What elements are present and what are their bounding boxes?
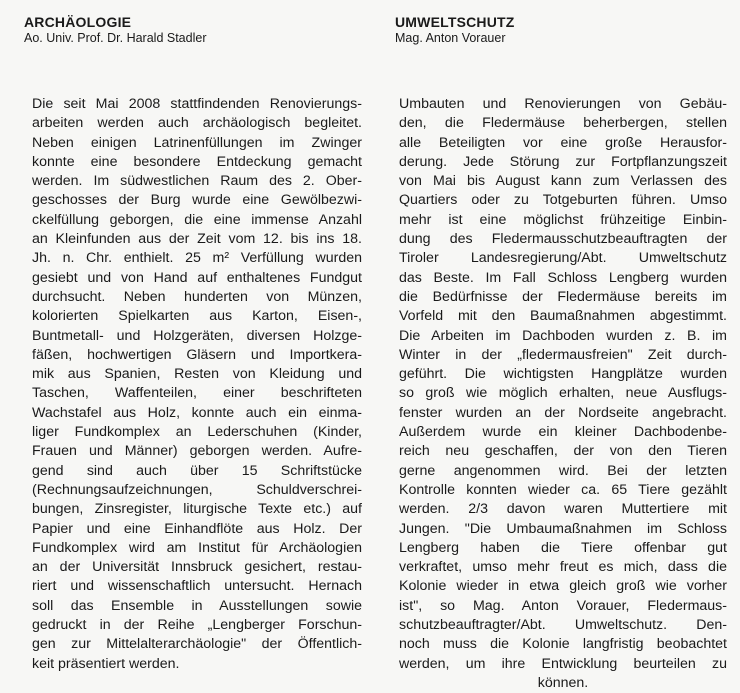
- text-line: Wachstafel aus Holz, konnte auch ein einma-: [32, 404, 362, 421]
- text-line: reich neu geschaffen, der von den Tieren: [399, 443, 727, 460]
- environment-author: Mag. Anton Vorauer: [395, 31, 506, 45]
- text-line: an Kleinfunden aus der Zeit vom 12. bis ins 18.: [32, 231, 362, 248]
- text-line: gerne angenommen wird. Bei der letzten: [399, 462, 727, 479]
- text-line: Tiroler Landesregierung/Abt. Umweltschutz: [399, 250, 727, 267]
- text-line: Neben einigen Latrinenfüllungen im Zwinger: [32, 134, 362, 151]
- text-line: Kolonie wieder in etwa gleich groß wie vorher: [399, 578, 727, 595]
- text-line: an der Universität Innsbruck gesichert, restau-: [32, 559, 362, 576]
- text-line: (Rechnungsaufzeichnungen, Schuldverschrei-: [32, 481, 362, 498]
- text-line: die Bedürfnisse der Fledermäuse bereits im: [399, 288, 727, 305]
- text-line: arbeiten werden auch archäologisch begleitet.: [32, 115, 362, 132]
- text-line: gedruckt in der Reihe „Lengberger Forschun-: [32, 617, 362, 634]
- text-line: Taschen, Waffenteilen, einer beschrifteten: [32, 385, 362, 402]
- text-line: riert und wissenschaftlich untersucht. Hernach: [32, 578, 362, 595]
- text-line: Vorfeld mit den Baumaßnahmen abgestimmt.: [399, 308, 727, 325]
- text-line: geführt. Die wichtigsten Hangplätze wurden: [399, 366, 727, 383]
- text-line: fenster wurden an der Nordseite angebracht.: [399, 404, 727, 421]
- text-line: mehr ist eine möglichst frühzeitige Einbin-: [399, 211, 727, 228]
- text-line: derung. Jede Störung zur Fortpflanzungszeit: [399, 153, 727, 170]
- text-line: dung des Fledermausschutzbeauftragten der: [399, 231, 727, 248]
- text-line: noch muss die Kolonie langfristig beobachtet: [399, 636, 727, 653]
- text-line: das Beste. Im Fall Schloss Lengberg wurden: [399, 269, 727, 286]
- text-line: ist", so Mag. Anton Vorauer, Fledermaus-: [399, 597, 727, 614]
- environment-heading: UMWELTSCHUTZ: [395, 14, 515, 30]
- text-line: Quartiers oder zu Totgeburten führen. Umso: [399, 192, 727, 209]
- text-line: gend sind auch über 15 Schriftstücke: [32, 462, 362, 479]
- text-line: verkraftet, umso mehr freut es mich, dass die: [399, 559, 727, 576]
- text-line: werden, um ihre Entwicklung beurteilen zu: [399, 655, 727, 672]
- text-line: Jungen. "Die Umbaumaßnahmen im Schloss: [399, 520, 727, 537]
- text-line: ckelfüllung geborgen, die eine immense Anzahl: [32, 211, 362, 228]
- text-line: geschosses der Burg wurde eine Gewölbezwi-: [32, 192, 362, 209]
- text-line: Die Arbeiten im Dachboden wurden z. B. im: [399, 327, 727, 344]
- text-line: Die seit Mai 2008 stattfindenden Renovierungs-: [32, 96, 362, 112]
- text-line: Buntmetall- und Holzgeräten, diversen Holzge-: [32, 327, 362, 344]
- archaeology-body: [32, 95, 362, 674]
- text-line: soll das Ensemble in Ausstellungen sowie: [32, 597, 362, 614]
- archaeology-heading: ARCHÄOLOGIE: [24, 14, 132, 30]
- text-line: durchsucht. Neben hunderten von Münzen,: [32, 288, 362, 305]
- text-line: Umbauten und Renovierungen von Gebäu-: [399, 96, 727, 112]
- text-line: werden. Im südwestlichen Raum des 2. Ober-: [32, 173, 362, 190]
- text-line: Kontrolle konnten wieder ca. 65 Tiere gezählt: [399, 481, 727, 498]
- text-line: so groß wie möglich erhalten, neue Ausflugs-: [399, 385, 727, 402]
- text-line: Lengberg haben die Tiere offenbar gut: [399, 539, 727, 556]
- text-line: liger Fundkomplex an Lederschuhen (Kinder,: [32, 424, 362, 441]
- environment-body: [399, 95, 727, 693]
- text-line: Fundkomplex wird am Institut für Archäologien: [32, 539, 362, 556]
- text-line: gen zur Mittelalterarchäologie" der Öffentlich-: [32, 636, 362, 653]
- text-line: Außerdem wurde ein kleiner Dachbodenbe-: [399, 424, 727, 441]
- archaeology-author: Ao. Univ. Prof. Dr. Harald Stadler: [24, 31, 207, 45]
- text-line: Papier und eine Einhandflöte aus Holz. Der: [32, 520, 362, 537]
- text-line: können.: [537, 674, 589, 691]
- text-line: den, die Fledermäuse beherbergen, stellen: [399, 115, 727, 132]
- text-line: gesiebt und von Hand auf enthaltenes Fundgut: [32, 269, 362, 286]
- text-line: alle Beteiligten vor eine große Herausfor-: [399, 134, 727, 151]
- text-line: fäßen, hochwertigen Gläsern und Importkera-: [32, 346, 362, 363]
- text-line: Winter in der „fledermausfreien" Zeit durch-: [399, 346, 727, 363]
- text-line: von Mai bis August kann zum Verlassen des: [399, 173, 727, 190]
- text-line: keit präsentiert werden.: [32, 655, 180, 672]
- text-line: Jh. n. Chr. enthielt. 25 m² Verfüllung wurden: [32, 250, 362, 267]
- text-line: werden. 2/3 davon waren Muttertiere mit: [399, 501, 727, 518]
- text-line: konnte eine besondere Entdeckung gemacht: [32, 153, 362, 170]
- text-line: mik aus Spanien, Resten von Kleidung und: [32, 366, 362, 383]
- text-line: kolorierten Spielkarten aus Karton, Eisen-,: [32, 308, 362, 325]
- text-line: Frauen und Männer) geborgen werden. Aufre-: [32, 443, 362, 460]
- text-line: schutzbeauftragter/Abt. Umweltschutz. Den-: [399, 617, 727, 634]
- text-line: bungen, Zinsregister, liturgische Texte etc.) auf: [32, 501, 362, 518]
